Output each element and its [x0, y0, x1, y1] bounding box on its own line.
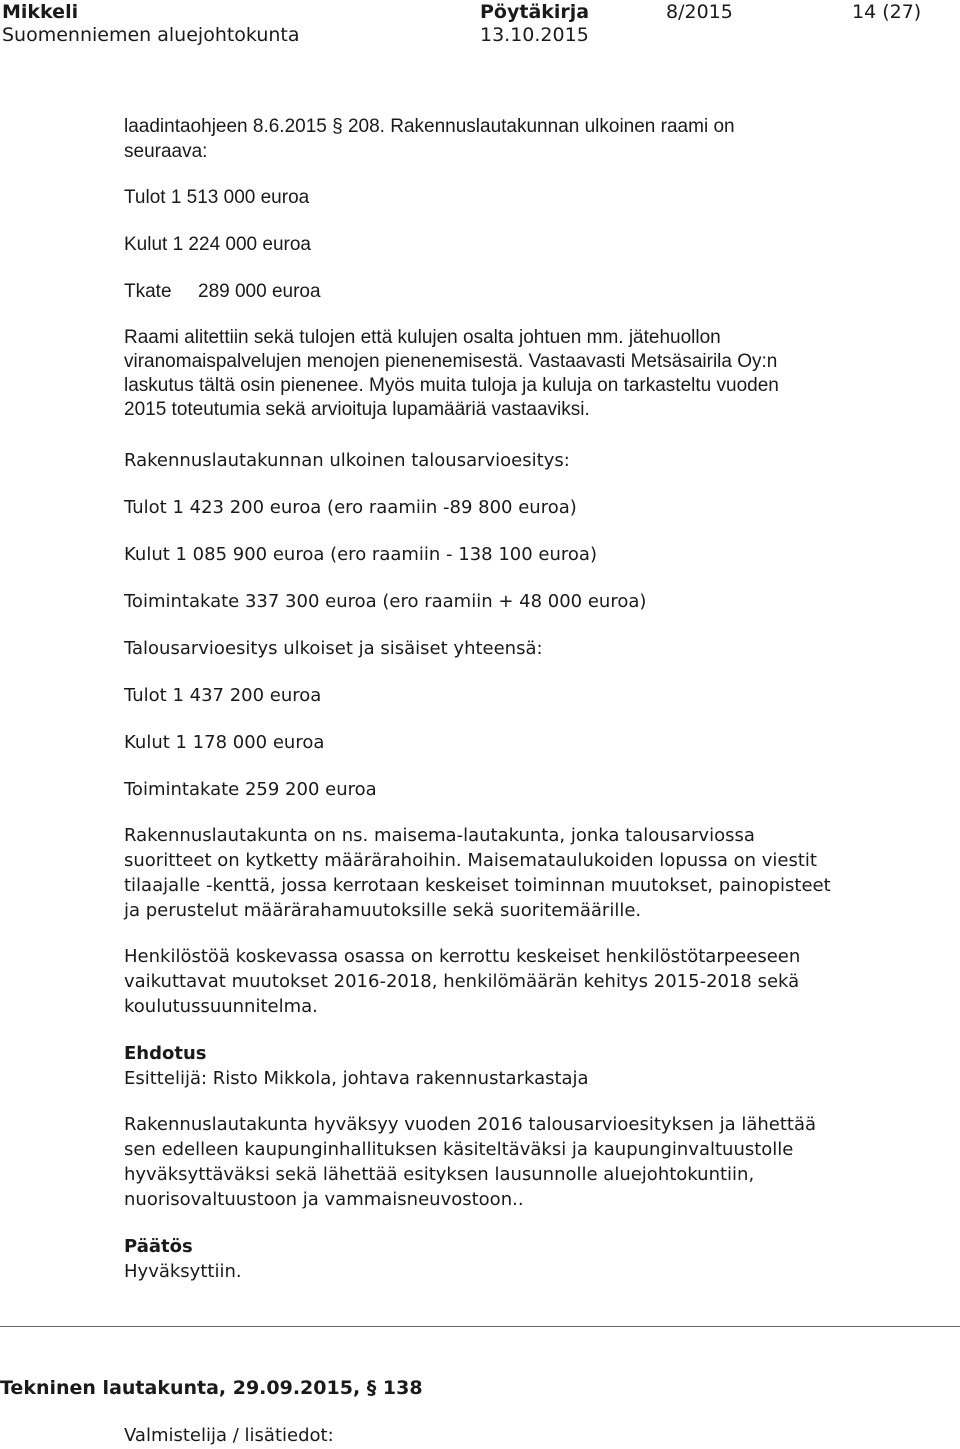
next-section-title: Tekninen lautakunta, 29.09.2015, § 138 — [0, 1377, 423, 1399]
minutes-number: 8/2015 — [666, 1, 733, 23]
external-costs: Kulut 1 085 900 euroa (ero raamiin - 138 100 euroa) — [124, 544, 597, 565]
total-budget-heading: Talousarvioesitys ulkoiset ja sisäiset yhteensä: — [124, 638, 543, 659]
decision-text: Hyväksyttiin. — [124, 1261, 242, 1282]
external-margin: Toimintakate 337 300 euroa (ero raamiin + 48 000 euroa) — [124, 591, 647, 612]
meeting-date: 13.10.2015 — [480, 24, 589, 46]
text-line: seuraava: — [124, 141, 208, 162]
text-line: laskutus tältä osin pienenee. Myös muita tuloja ja kuluja on tarkasteltu vuoden — [124, 375, 779, 396]
text-line: vaikuttavat muutokset 2016-2018, henkilömäärän kehitys 2015-2018 sekä — [124, 971, 800, 992]
text-line: viranomaispalvelujen menojen pienenemisestä. Vastaavasti Metsäsairila Oy:n — [124, 351, 778, 372]
frame-margin — [124, 279, 904, 304]
total-margin: Toimintakate 259 200 euroa — [124, 779, 377, 800]
preparer-label: Valmistelija / lisätiedot: — [124, 1425, 334, 1446]
external-income: Tulot 1 423 200 euroa (ero raamiin -89 800 euroa) — [124, 497, 577, 518]
proposal-paragraph — [124, 1112, 904, 1212]
document-header — [0, 0, 960, 52]
proposal-heading: Ehdotus — [124, 1043, 207, 1064]
text-line: nuorisovaltuustoon ja vammaisneuvostoon.. — [124, 1189, 524, 1210]
presenter-line: Esittelijä: Risto Mikkola, johtava rakennustarkastaja — [124, 1068, 589, 1089]
decision-heading: Päätös — [124, 1236, 193, 1257]
total-income: Tulot 1 437 200 euroa — [124, 685, 322, 706]
frame-explanation-paragraph — [124, 326, 904, 422]
total-costs: Kulut 1 178 000 euroa — [124, 732, 325, 753]
frame-margin-label: Tkate — [124, 281, 172, 302]
text-line: ja perustelut määrärahamuutoksille sekä suoritemäärille. — [124, 900, 642, 921]
personnel-paragraph — [124, 944, 904, 1019]
text-line: Rakennuslautakunta on ns. maisema-lautakunta, jonka talousarviossa — [124, 825, 755, 846]
page-number: 14 (27) — [852, 1, 922, 23]
landscape-board-paragraph — [124, 823, 904, 923]
frame-intro-paragraph — [124, 114, 904, 164]
document-type: Pöytäkirja — [480, 1, 590, 23]
board-name: Suomenniemen aluejohtokunta — [2, 24, 300, 46]
text-line: Raami alitettiin sekä tulojen että kulujen osalta johtuen mm. jätehuollon — [124, 327, 721, 348]
text-line: tilaajalle -kenttä, jossa kerrotaan keskeiset toiminnan muutokset, painopisteet — [124, 875, 831, 896]
frame-margin-value: 289 000 euroa — [198, 281, 321, 302]
text-line: suoritteet on kytketty määrärahoihin. Maisemataulukoiden lopussa on viestit — [124, 850, 817, 871]
external-budget-heading: Rakennuslautakunnan ulkoinen talousarvioesitys: — [124, 450, 570, 471]
text-line: 2015 toteutumia sekä arvioituja lupamääriä vastaaviksi. — [124, 399, 590, 420]
text-line: Rakennuslautakunta hyväksyy vuoden 2016 talousarvioesityksen ja lähettää — [124, 1114, 817, 1135]
text-line: sen edelleen kaupunginhallituksen käsiteltäväksi ja kaupunginvaltuustolle — [124, 1139, 794, 1160]
text-line: Henkilöstöä koskevassa osassa on kerrottu keskeiset henkilöstötarpeeseen — [124, 946, 801, 967]
section-divider — [0, 1326, 960, 1327]
org-name: Mikkeli — [2, 1, 79, 23]
frame-costs: Kulut 1 224 000 euroa — [124, 234, 311, 255]
frame-income: Tulot 1 513 000 euroa — [124, 187, 310, 208]
text-line: koulutussuunnitelma. — [124, 996, 318, 1017]
text-line: laadintaohjeen 8.6.2015 § 208. Rakennuslautakunnan ulkoinen raami on — [124, 116, 735, 137]
text-line: hyväksyttäväksi sekä lähettää esityksen lausunnolle aluejohtokuntiin, — [124, 1164, 755, 1185]
